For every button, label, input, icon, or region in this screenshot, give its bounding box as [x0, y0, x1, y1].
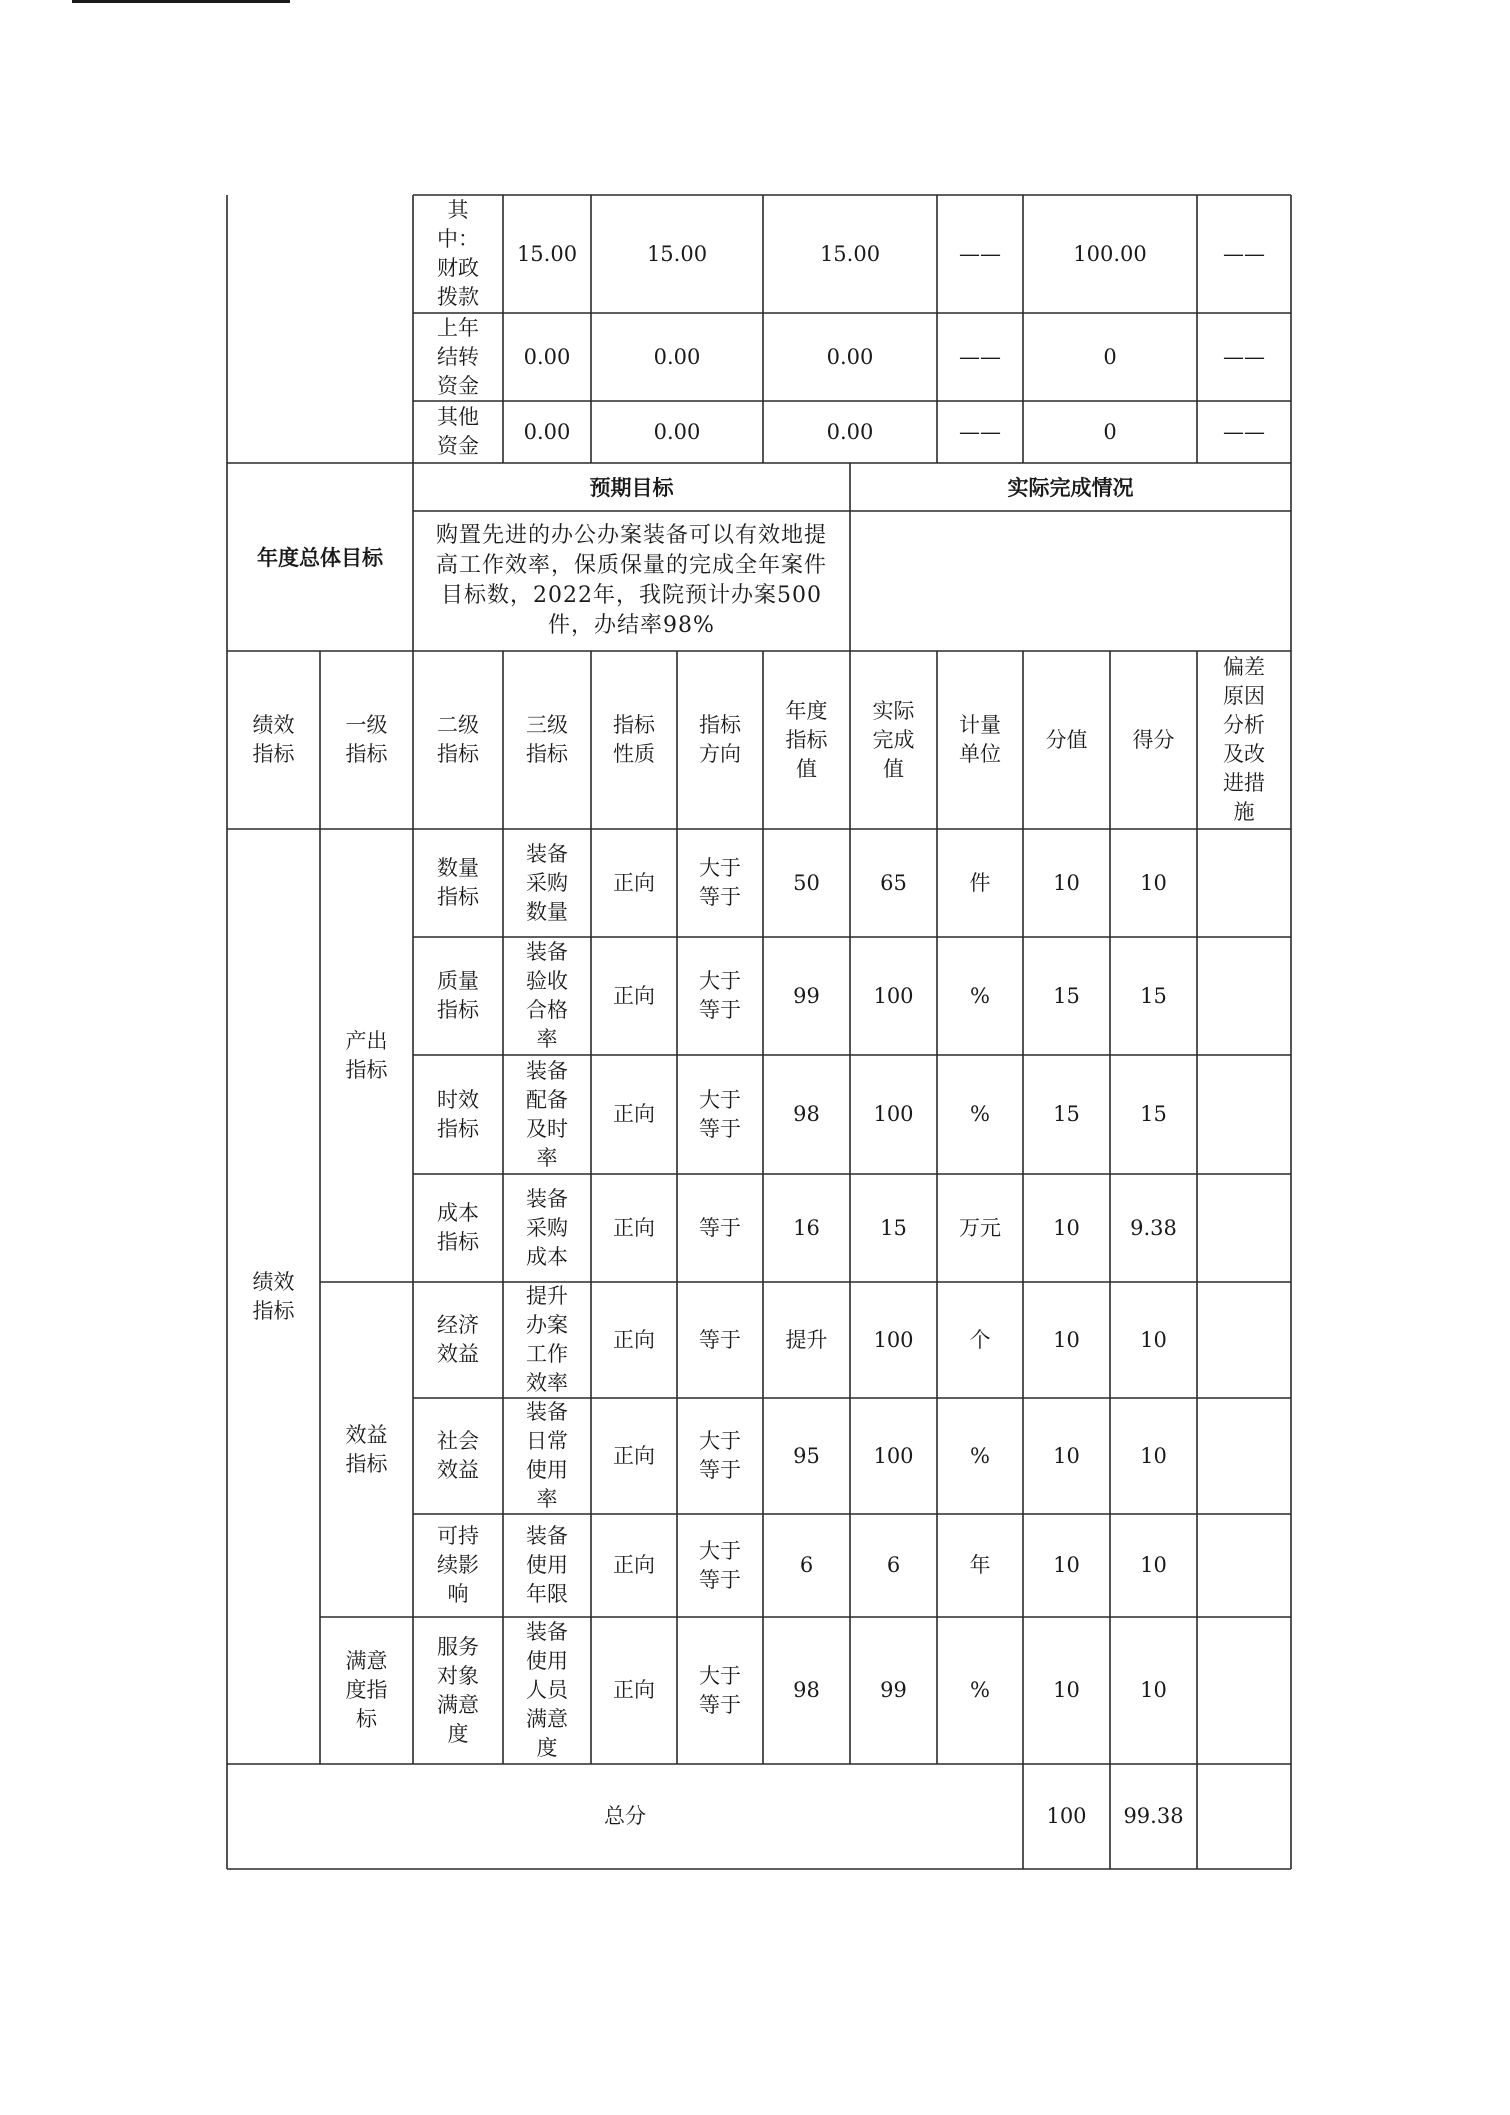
level3-cell-text: 装备使用年限 [526, 1524, 568, 1606]
weight-cell [1023, 1174, 1110, 1282]
unit-cell-text: % [970, 1678, 990, 1702]
nature-cell-text: 正向 [613, 1553, 655, 1577]
target-cell [763, 937, 850, 1055]
funding-dash: —— [959, 241, 1001, 266]
header-text: 得分 [1132, 727, 1175, 752]
funding-row-name-text: 其他资金 [437, 405, 479, 458]
funding-cell [937, 195, 1023, 313]
funding-blank-cell [227, 195, 413, 458]
level3-cell [503, 937, 591, 1055]
weight-cell [1023, 1055, 1110, 1174]
funding-cell [591, 195, 763, 313]
weight-cell-text: 10 [1053, 1215, 1080, 1240]
funding-cell [591, 313, 763, 401]
level2-cell-text: 服务对象满意度 [437, 1634, 479, 1746]
total-note [1197, 1764, 1291, 1869]
funding-cell [937, 313, 1023, 401]
unit-cell-text: % [970, 983, 990, 1008]
level2-cell-text: 质量指标 [437, 969, 479, 1022]
direction-cell-text: 等于 [699, 1215, 741, 1240]
funding-value: 0.00 [653, 344, 701, 369]
funding-value: 0.00 [653, 419, 701, 444]
header-text: 三级指标 [526, 713, 568, 766]
funding-cell [763, 195, 937, 313]
nature-cell-text: 正向 [613, 1215, 655, 1240]
funding-cell [1197, 313, 1291, 401]
actual-cell-text: 100 [873, 983, 914, 1008]
funding-row-name-text: 上年结转资金 [437, 315, 479, 398]
header-text: 一级指标 [345, 713, 388, 766]
nature-cell-text: 正向 [613, 1327, 655, 1352]
level2-cell-text: 经济效益 [437, 1313, 479, 1366]
weight-cell-text: 15 [1053, 983, 1080, 1008]
funding-cell [1023, 401, 1197, 463]
level2-cell [413, 829, 503, 937]
actual-cell-text: 6 [886, 1553, 901, 1577]
target-cell [763, 1617, 850, 1764]
score-cell-text: 10 [1140, 1443, 1167, 1468]
target-cell [763, 1398, 850, 1514]
unit-cell [937, 1282, 1023, 1398]
funding-value: 0 [1103, 344, 1117, 369]
nature-cell-text: 正向 [613, 870, 655, 895]
nature-cell-text: 正向 [613, 983, 655, 1008]
target-cell [763, 1282, 850, 1398]
total-score [1110, 1764, 1197, 1869]
actual-cell [850, 1282, 937, 1398]
funding-dash: —— [1223, 241, 1265, 266]
unit-cell [937, 937, 1023, 1055]
header-cell [227, 651, 320, 829]
funding-value: 0.00 [523, 419, 571, 444]
funding-value: 15.00 [646, 241, 708, 266]
level2-cell [413, 1174, 503, 1282]
nature-cell-text: 正向 [613, 1678, 655, 1702]
header-cell [1023, 651, 1110, 829]
unit-cell [937, 829, 1023, 937]
score-cell [1110, 1055, 1197, 1174]
funding-row-name-text: 其中：财政拨款 [437, 198, 479, 309]
level1-benefit [320, 1282, 413, 1617]
level1-output-text: 产出指标 [345, 1028, 388, 1082]
nature-cell [591, 829, 677, 937]
actual-cell-text: 100 [873, 1102, 914, 1126]
target-cell [763, 829, 850, 937]
unit-cell-text: % [970, 1102, 990, 1126]
note-cell [1197, 1055, 1291, 1174]
actual-cell [850, 1174, 937, 1282]
level2-cell-text: 社会效益 [437, 1429, 479, 1482]
score-cell [1110, 937, 1197, 1055]
level3-cell [503, 829, 591, 937]
funding-dash: —— [1223, 419, 1265, 444]
metrics-group-label [227, 829, 320, 1764]
total-weight [1023, 1764, 1110, 1869]
direction-cell-text: 大于等于 [699, 856, 741, 909]
actual-cell-text: 15 [880, 1215, 907, 1240]
direction-cell [677, 1617, 763, 1764]
weight-cell-text: 10 [1053, 870, 1080, 895]
header-text: 二级指标 [437, 713, 479, 766]
level2-cell [413, 1282, 503, 1398]
actual-cell-text: 100 [873, 1443, 914, 1468]
level2-cell [413, 1398, 503, 1514]
funding-cell [1023, 195, 1197, 313]
unit-cell-text: 年 [969, 1553, 991, 1577]
level2-cell-text: 数量指标 [437, 856, 479, 909]
funding-cell [937, 401, 1023, 463]
header-text: 实际完成值 [872, 698, 915, 781]
target-cell-text: 99 [793, 983, 820, 1008]
actual-cell [850, 1514, 937, 1617]
note-cell [1197, 1514, 1291, 1617]
actual-result-text [850, 511, 1291, 651]
target-cell [763, 1514, 850, 1617]
direction-cell [677, 1055, 763, 1174]
weight-cell [1023, 937, 1110, 1055]
level2-cell [413, 1617, 503, 1764]
funding-dash: —— [959, 344, 1001, 369]
score-cell [1110, 1282, 1197, 1398]
expected-goal-header [413, 463, 850, 511]
unit-cell-text: 件 [969, 870, 991, 895]
actual-cell [850, 1398, 937, 1514]
level3-cell [503, 1617, 591, 1764]
score-cell-text: 10 [1140, 1327, 1167, 1352]
level2-cell [413, 1055, 503, 1174]
note-cell [1197, 1398, 1291, 1514]
level3-cell [503, 1055, 591, 1174]
level3-cell [503, 1174, 591, 1282]
direction-cell-text: 大于等于 [699, 1663, 741, 1717]
weight-cell [1023, 829, 1110, 937]
header-text: 年度指标值 [785, 698, 828, 781]
level1-output [320, 829, 413, 1282]
score-cell [1110, 1398, 1197, 1514]
level3-cell [503, 1282, 591, 1398]
target-cell-text: 95 [793, 1443, 820, 1468]
score-cell [1110, 829, 1197, 937]
level2-cell-text: 时效指标 [437, 1087, 479, 1141]
score-cell-text: 15 [1140, 1102, 1167, 1126]
funding-cell [503, 195, 591, 313]
weight-cell-text: 10 [1053, 1443, 1080, 1468]
header-text: 偏差原因分析及改进措施 [1223, 655, 1265, 824]
level1-benefit-text: 效益指标 [345, 1422, 388, 1476]
funding-cell [1197, 401, 1291, 463]
score-cell-text: 10 [1140, 1553, 1167, 1577]
header-text: 绩效指标 [252, 713, 295, 766]
header-text: 指标性质 [613, 713, 655, 766]
note-cell [1197, 1617, 1291, 1764]
level3-cell-text: 装备采购数量 [526, 841, 568, 924]
header-cell [850, 651, 937, 829]
funding-cell [763, 313, 937, 401]
funding-value: 0 [1103, 419, 1117, 444]
direction-cell [677, 937, 763, 1055]
funding-cell [503, 401, 591, 463]
level3-cell [503, 1514, 591, 1617]
funding-row-name [413, 401, 503, 463]
direction-cell [677, 829, 763, 937]
target-cell-text: 6 [799, 1553, 814, 1577]
unit-cell-text: % [970, 1443, 990, 1468]
header-cell [1110, 651, 1197, 829]
direction-cell-text: 大于等于 [699, 1429, 741, 1482]
actual-cell-text: 99 [880, 1678, 907, 1702]
target-cell [763, 1055, 850, 1174]
target-cell-text: 提升 [785, 1327, 828, 1352]
annual-goal-label [227, 463, 413, 651]
target-cell-text: 16 [793, 1215, 820, 1240]
weight-cell [1023, 1282, 1110, 1398]
funding-value: 0.00 [826, 419, 874, 444]
note-cell [1197, 829, 1291, 937]
level3-cell-text: 装备采购成本 [526, 1186, 568, 1269]
actual-cell-text: 100 [873, 1327, 914, 1352]
funding-row-name [413, 313, 503, 401]
funding-value: 100.00 [1073, 241, 1147, 266]
funding-cell [763, 401, 937, 463]
level3-cell-text: 装备日常使用率 [526, 1400, 568, 1511]
total-label [227, 1764, 1023, 1869]
metrics-group-label-text: 绩效指标 [252, 1269, 295, 1323]
unit-cell [937, 1174, 1023, 1282]
funding-dash: —— [1223, 344, 1265, 369]
header-cell [503, 651, 591, 829]
header-text: 指标方向 [699, 713, 741, 766]
header-cell [763, 651, 850, 829]
note-cell [1197, 1174, 1291, 1282]
funding-dash: —— [959, 419, 1001, 444]
weight-cell [1023, 1617, 1110, 1764]
funding-value: 15.00 [819, 241, 881, 266]
weight-cell [1023, 1398, 1110, 1514]
actual-cell-text: 65 [880, 870, 907, 895]
total-label-text: 总分 [604, 1804, 646, 1828]
score-cell [1110, 1617, 1197, 1764]
funding-cell [503, 313, 591, 401]
unit-cell [937, 1055, 1023, 1174]
score-cell-text: 10 [1140, 1678, 1167, 1702]
actual-cell [850, 1055, 937, 1174]
direction-cell-text: 大于等于 [699, 969, 741, 1022]
weight-cell-text: 10 [1053, 1678, 1080, 1702]
header-text: 计量单位 [959, 713, 1001, 766]
annual-goal-label-text: 年度总体目标 [257, 544, 383, 570]
level2-cell [413, 1514, 503, 1617]
nature-cell [591, 1617, 677, 1764]
actual-result-header-text: 实际完成情况 [1007, 474, 1134, 500]
target-cell [763, 1174, 850, 1282]
header-cell [320, 651, 413, 829]
weight-cell-text: 10 [1053, 1553, 1080, 1577]
funding-value: 15.00 [516, 241, 578, 266]
funding-cell [1197, 195, 1291, 313]
nature-cell [591, 1282, 677, 1398]
direction-cell [677, 1398, 763, 1514]
target-cell-text: 98 [793, 1102, 820, 1126]
level3-cell-text: 装备使用人员满意度 [526, 1620, 568, 1760]
header-cell [1197, 651, 1291, 829]
direction-cell-text: 大于等于 [699, 1538, 741, 1592]
funding-cell [591, 401, 763, 463]
funding-cell [1023, 313, 1197, 401]
level1-satisfaction-text: 满意度指标 [345, 1649, 388, 1731]
nature-cell [591, 1174, 677, 1282]
unit-cell [937, 1398, 1023, 1514]
score-cell-text: 9.38 [1130, 1215, 1177, 1240]
header-text: 分值 [1045, 727, 1088, 752]
level2-cell [413, 937, 503, 1055]
actual-cell [850, 1617, 937, 1764]
note-cell [1197, 937, 1291, 1055]
actual-cell [850, 829, 937, 937]
actual-result-header [850, 463, 1291, 511]
target-cell-text: 50 [793, 870, 820, 895]
header-cell [677, 651, 763, 829]
header-cell [413, 651, 503, 829]
unit-cell-text: 个 [969, 1327, 991, 1352]
score-cell [1110, 1174, 1197, 1282]
nature-cell-text: 正向 [613, 1102, 655, 1126]
nature-cell-text: 正向 [613, 1443, 655, 1468]
score-cell-text: 15 [1140, 983, 1167, 1008]
weight-cell [1023, 1514, 1110, 1617]
score-cell-text: 10 [1140, 870, 1167, 895]
funding-row-name [413, 195, 503, 313]
target-cell-text: 98 [793, 1678, 820, 1702]
funding-value: 0.00 [523, 344, 571, 369]
weight-cell-text: 10 [1053, 1327, 1080, 1352]
level2-cell-text: 成本指标 [437, 1201, 479, 1254]
direction-cell [677, 1174, 763, 1282]
level3-cell [503, 1398, 591, 1514]
direction-cell [677, 1514, 763, 1617]
unit-cell [937, 1514, 1023, 1617]
nature-cell [591, 937, 677, 1055]
level3-cell-text: 提升办案工作效率 [526, 1284, 568, 1395]
nature-cell [591, 1055, 677, 1174]
score-cell [1110, 1514, 1197, 1617]
level2-cell-text: 可持续影响 [437, 1524, 479, 1606]
header-cell [591, 651, 677, 829]
header-cell [937, 651, 1023, 829]
level3-cell-text: 装备验收合格率 [526, 940, 568, 1051]
weight-cell-text: 15 [1053, 1102, 1080, 1126]
note-cell [1197, 1282, 1291, 1398]
funding-value: 0.00 [826, 344, 874, 369]
level3-cell-text: 装备配备及时率 [526, 1058, 568, 1170]
direction-cell [677, 1282, 763, 1398]
total-score-text: 99.38 [1123, 1804, 1184, 1828]
expected-goal-paragraph: 购置先进的办公办案装备可以有效地提高工作效率，保质保量的完成全年案件目标数，2022年，我院预计办案500件，办结率98% [435, 523, 827, 638]
level1-satisfaction [320, 1617, 413, 1764]
total-weight-text: 100 [1046, 1804, 1087, 1828]
direction-cell-text: 等于 [699, 1327, 741, 1352]
unit-cell [937, 1617, 1023, 1764]
nature-cell [591, 1514, 677, 1617]
nature-cell [591, 1398, 677, 1514]
expected-goal-text [413, 511, 850, 651]
direction-cell-text: 大于等于 [699, 1087, 741, 1141]
expected-goal-header-text: 预期目标 [589, 474, 674, 500]
unit-cell-text: 万元 [959, 1215, 1001, 1240]
actual-cell [850, 937, 937, 1055]
